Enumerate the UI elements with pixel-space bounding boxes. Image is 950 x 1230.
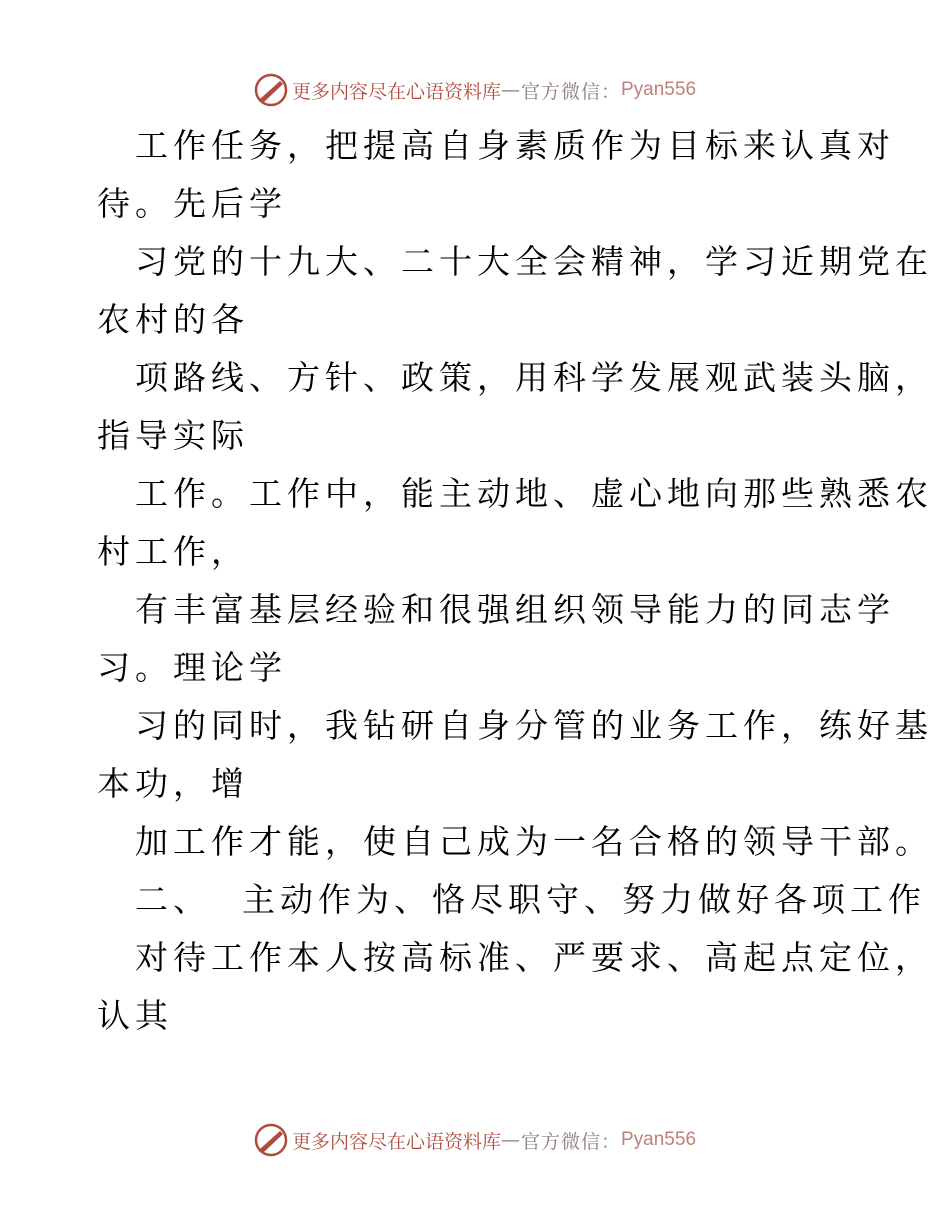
- text-line: 习的同时，我钻研自身分管的业务工作，练好基: [135, 706, 933, 745]
- watermark-wechat-id: Pyan556: [621, 1129, 697, 1150]
- text-line: 对待工作本人按高标准、严要求、高起点定位，: [135, 938, 933, 977]
- watermark-wechat-id: Pyan556: [621, 79, 697, 100]
- text-line: 指导实际: [97, 416, 249, 455]
- text-line: 村工作，: [97, 532, 249, 571]
- text-line: 加工作才能，使自己成为一名合格的领导干部。: [135, 822, 933, 861]
- text-line: 待。先后学: [97, 184, 287, 223]
- document-body: [97, 117, 933, 1045]
- text-line: 工作。工作中，能主动地、虚心地向那些熟悉农: [135, 474, 933, 513]
- text-line: 项路线、方针、政策，用科学发展观武装头脑，: [135, 358, 933, 397]
- watermark-wechat-label: 官方微信：: [520, 80, 621, 103]
- watermark-dash: —: [500, 79, 521, 101]
- text-line: 习党的十九大、二十大全会精神，学习近期党在: [135, 242, 933, 281]
- footer-watermark: [0, 1120, 950, 1160]
- text-line: 认其: [97, 996, 173, 1035]
- text-line: 工作任务，把提高自身素质作为目标来认真对: [135, 126, 895, 165]
- watermark-wechat-label: 官方微信：: [520, 1130, 621, 1153]
- text-line: 习。理论学: [97, 648, 287, 687]
- text-line: 有丰富基层经验和很强组织领导能力的同志学: [135, 590, 895, 629]
- watermark-site-text: 更多内容尽在心语资料库: [291, 80, 501, 103]
- section-heading: 二、 主动作为、恪尽职守、努力做好各项工作: [135, 880, 926, 919]
- text-line: 本功，增: [97, 764, 249, 803]
- pen-logo-icon: [254, 73, 288, 107]
- text-line: 农村的各: [97, 300, 249, 339]
- header-watermark: [0, 70, 950, 110]
- watermark-dash: —: [500, 1129, 521, 1151]
- pen-logo-icon: [254, 1123, 288, 1157]
- watermark-site-text: 更多内容尽在心语资料库: [291, 1130, 501, 1153]
